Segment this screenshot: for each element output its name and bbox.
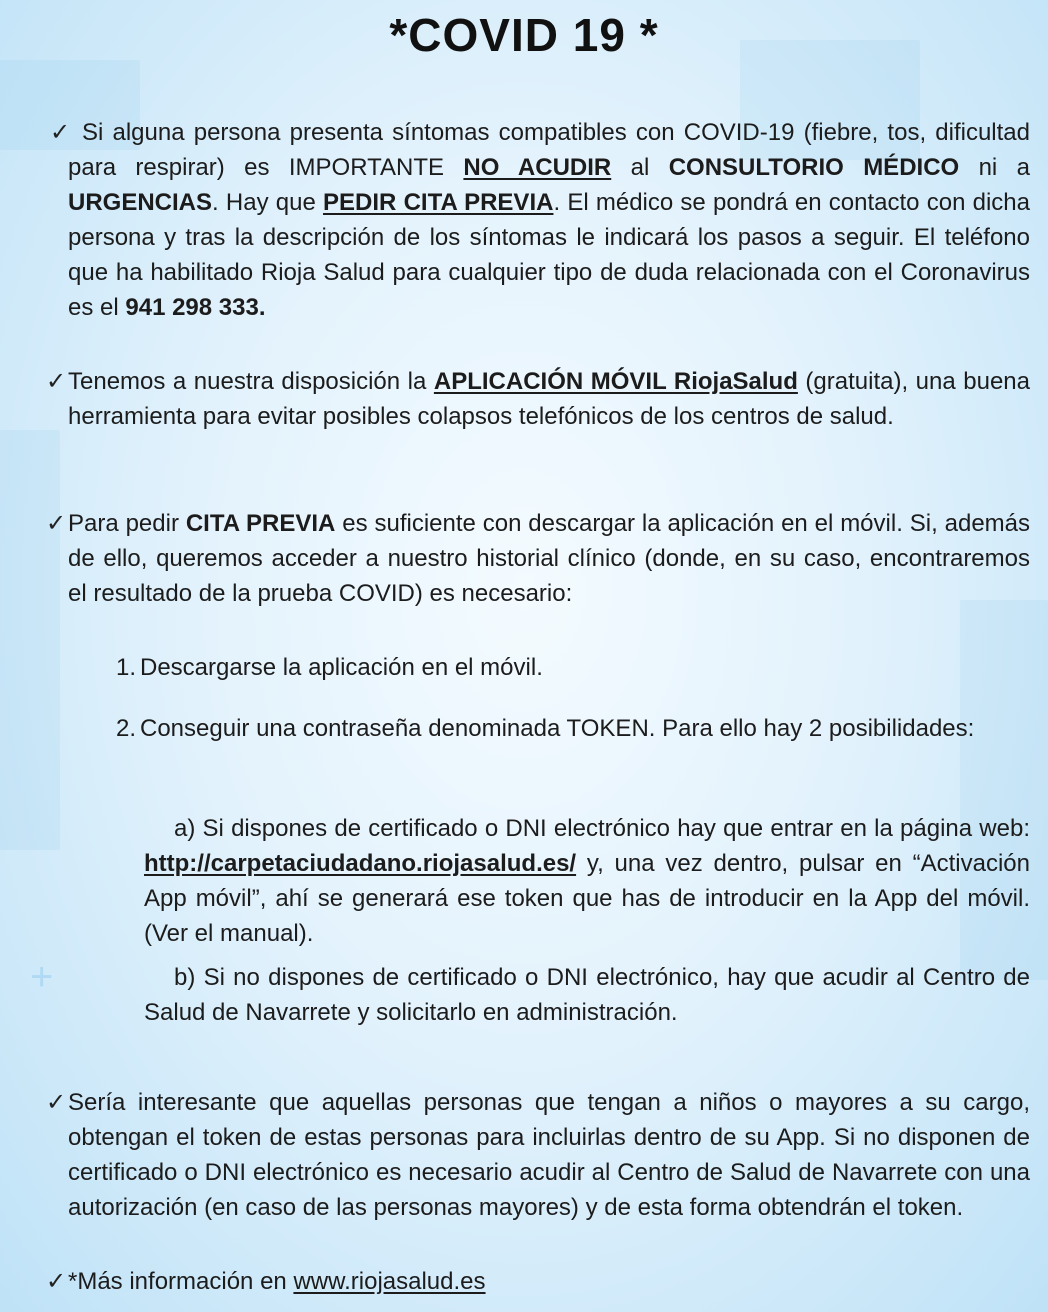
paragraph-cita-previa xyxy=(68,506,1030,611)
text: ni a xyxy=(959,154,1030,181)
check-icon: ✓ xyxy=(46,510,67,537)
text: Para pedir xyxy=(68,510,186,537)
paragraph-family-token xyxy=(68,1085,1030,1225)
phone-number: 941 298 333. xyxy=(125,294,266,321)
text: . El médico se pondrá en contacto con dicha persona y tras la descripción de los síntomas le indicará los pasos a seguir. El teléfono que ha habilitado Rioja Salud para cualquier tipo de duda relacionada con el Coronavirus es el xyxy=(68,189,1031,321)
riojasalud-link[interactable]: www.riojasalud.es xyxy=(293,1268,486,1295)
paragraph-more-info xyxy=(68,1264,1030,1299)
bold-text: NO ACUDIR xyxy=(463,154,612,181)
option-b xyxy=(144,960,1030,1030)
paragraph-app xyxy=(68,364,1030,434)
text: es suficiente con descargar la aplicación en el móvil. Si, además de ello, queremos acceder a nuestro historial clínico (donde, en su caso, encontraremos el resultado de la prueba COVID) es necesario: xyxy=(68,510,1031,607)
text: (gratuita), una buena herramienta para evitar posibles colapsos telefónicos de los centros de salud. xyxy=(68,368,1030,430)
check-icon: ✓ xyxy=(46,368,67,395)
text: a) Si dispones de certificado o DNI electrónico hay que entrar en la página web: xyxy=(174,815,1030,842)
text: Si alguna persona presenta síntomas compatibles con COVID-19 (fiebre, tos, dificultad para respirar) es IMPORTANTE xyxy=(68,119,1030,181)
bold-text: PEDIR CITA PREVIA xyxy=(323,189,554,216)
page-title: *COVID 19 * xyxy=(389,9,659,61)
step-1: Descargarse la aplicación en el móvil. xyxy=(140,654,543,681)
text: *Más información en xyxy=(68,1268,294,1295)
text: . Hay que xyxy=(212,189,324,216)
carpeta-link[interactable]: http://carpetaciudadano.riojasalud.es/ xyxy=(144,850,577,877)
paragraph-symptoms xyxy=(68,115,1030,325)
text: Sería interesante que aquellas personas que tengan a niños o mayores a su cargo, obtengan el token de estas personas para incluirlas dentro de su App. Si no disponen de certificado o DNI electrónico es necesario acudir al Centro de Salud de Navarrete con una autorización (en caso de las personas mayores) y de esta forma obtendrán el token. xyxy=(68,1089,1030,1221)
text: al xyxy=(611,154,669,181)
step-number: 2. xyxy=(116,715,137,742)
text: Tenemos a nuestra disposición la xyxy=(68,368,434,395)
check-icon: ✓ xyxy=(50,119,71,146)
check-icon: ✓ xyxy=(46,1268,67,1295)
bold-text: CITA PREVIA xyxy=(185,510,336,537)
option-a xyxy=(144,811,1030,951)
bold-text: URGENCIAS xyxy=(68,189,213,216)
text: b) Si no dispones de certificado o DNI electrónico, hay que acudir al Centro de Salud de Navarrete y solicitarlo en administración. xyxy=(144,964,1030,1026)
background-cross-icon: + xyxy=(30,955,54,999)
bold-text: APLICACIÓN MÓVIL RiojaSalud xyxy=(433,368,798,395)
check-icon: ✓ xyxy=(46,1089,67,1116)
step-number: 1. xyxy=(116,654,137,681)
step-2: Conseguir una contraseña denominada TOKEN. Para ello hay 2 posibilidades: xyxy=(140,715,975,742)
text: y, una vez dentro, pulsar en “Activación App móvil”, ahí se generará ese token que has de introducir en la App del móvil. (Ver el manual). xyxy=(144,850,1030,947)
bold-text: CONSULTORIO MÉDICO xyxy=(668,154,960,181)
